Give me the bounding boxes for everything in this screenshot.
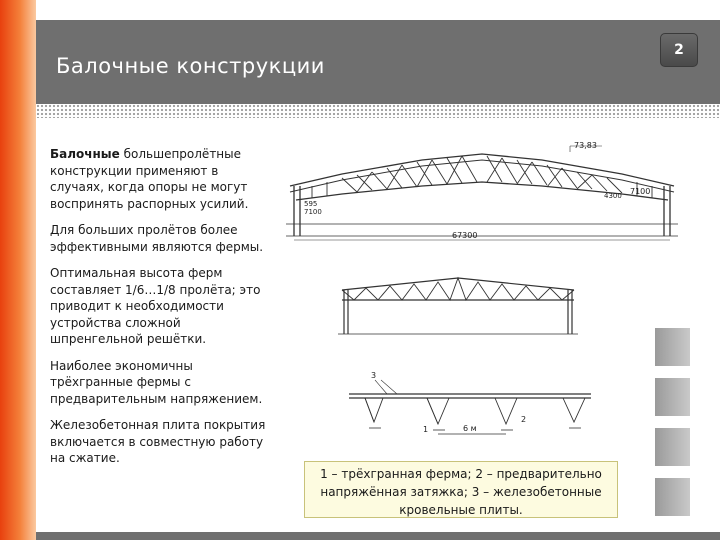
orange-side-stripe — [0, 0, 36, 540]
paragraph-1 — [50, 146, 272, 212]
slide-title: Балочные конструкции — [56, 54, 325, 78]
dim-right-label: 7100 — [630, 187, 651, 196]
dim-span-label: 67300 — [452, 231, 478, 240]
callout-1: 1 — [423, 425, 429, 434]
body-text — [50, 146, 272, 477]
figure-caption: 1 – трёхгранная ферма; 2 – предварительно напряжённая затяжка; 3 – железобетонные кровельные плиты. — [304, 461, 618, 518]
decor-square-3 — [655, 428, 690, 466]
dim-bay-label: 6 м — [463, 424, 477, 433]
paragraph-1-bold: Балочные — [50, 147, 120, 161]
truss-on-columns-drawing — [338, 272, 584, 340]
decor-square-2 — [655, 378, 690, 416]
paragraph-5: Железобетонная плита покрытия включается в совместную работу на сжатие. — [50, 418, 266, 465]
dotted-divider — [36, 104, 720, 118]
truss-elevation-drawing — [282, 140, 682, 245]
dim-left1-label: 595 — [304, 200, 318, 208]
triangular-truss-section-drawing — [345, 368, 595, 443]
paragraph-2: Для больших пролётов более эффективными являются фермы. — [50, 223, 264, 254]
page-number-badge: 2 — [660, 33, 698, 67]
decor-square-1 — [655, 328, 690, 366]
callout-3: 3 — [371, 371, 377, 380]
dim-inner-label: 4300 — [604, 192, 622, 200]
paragraph-4: Наиболее экономичны трёхгранные фермы с предварительным напряжением. — [50, 358, 263, 406]
bottom-bar — [36, 532, 720, 540]
decor-square-4 — [655, 478, 690, 516]
paragraph-1-rest: большепролётные конструкции применяют в случаях, когда опоры не могут воспринять распорных усилий. — [50, 147, 249, 211]
dim-top-label: 73,83 — [574, 141, 597, 150]
paragraph-3: Оптимальная высота ферм составляет 1/6…1/8 пролёта; это приводит к необходимости устройства сложной шпренгельной решётки. — [50, 266, 261, 346]
callout-2: 2 — [521, 415, 527, 424]
dim-left2-label: 7100 — [304, 208, 322, 216]
